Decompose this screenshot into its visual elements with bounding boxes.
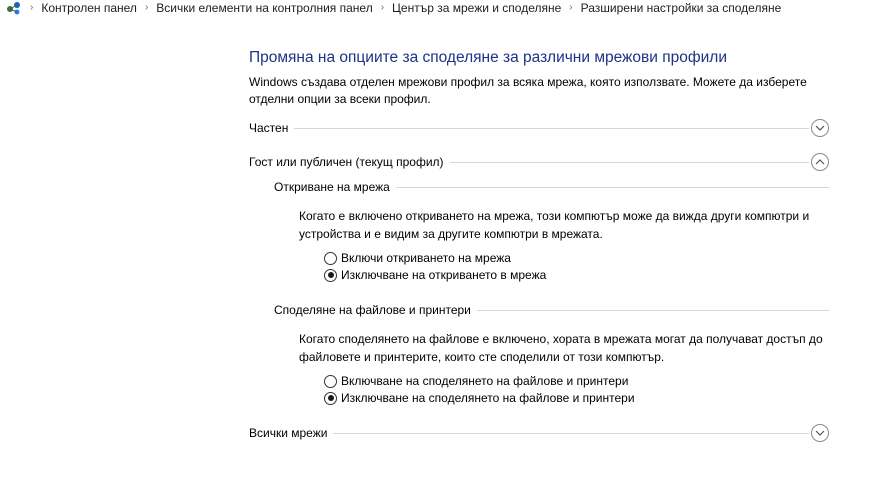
breadcrumb-item-all-items[interactable]: Всички елементи на контролния панел — [156, 0, 373, 15]
network-discovery-label: Откриване на мрежа — [274, 180, 390, 194]
profile-all-networks-label: Всички мрежи — [249, 426, 328, 440]
divider — [294, 128, 809, 129]
breadcrumb-separator-icon[interactable]: › — [380, 1, 385, 13]
radio-label: Включи откриването на мрежа — [341, 251, 511, 265]
radio-label: Включване на споделянето на файлове и принтери — [341, 374, 629, 388]
breadcrumb-item-control-panel[interactable]: Контролен панел — [41, 0, 137, 15]
radio-button-selected[interactable] — [324, 392, 337, 405]
radio-label: Изключване на споделянето на файлове и принтери — [341, 391, 635, 405]
chevron-down-icon[interactable] — [811, 424, 829, 442]
profile-private-header[interactable] — [249, 118, 829, 138]
page-intro: Windows създава отделен мрежови профил за всяка мрежа, която използвате. Можете да изберете отделни опции за всеки профил. — [249, 75, 807, 106]
radio-network-discovery-on[interactable] — [324, 251, 511, 265]
radio-button-selected[interactable] — [324, 269, 337, 282]
file-sharing-label: Споделяне на файлове и принтери — [274, 303, 471, 317]
chevron-up-icon[interactable] — [811, 153, 829, 171]
breadcrumb — [0, 0, 894, 15]
breadcrumb-separator-icon[interactable]: › — [144, 1, 149, 13]
breadcrumb-item-network-center[interactable]: Център за мрежи и споделяне — [392, 0, 562, 15]
radio-button[interactable] — [324, 375, 337, 388]
radio-label: Изключване на откриването в мрежа — [341, 268, 547, 282]
profile-private-label: Частен — [249, 121, 289, 135]
divider — [333, 433, 809, 434]
chevron-down-icon[interactable] — [811, 119, 829, 137]
breadcrumb-separator-icon[interactable]: › — [30, 1, 34, 13]
network-icon[interactable] — [6, 1, 22, 15]
divider — [396, 187, 829, 188]
network-discovery-header — [274, 178, 829, 196]
profile-guest-header[interactable] — [249, 152, 829, 172]
divider — [450, 162, 809, 163]
radio-file-sharing-on[interactable] — [324, 374, 628, 388]
breadcrumb-item-advanced-sharing[interactable]: Разширени настройки за споделяне — [580, 0, 782, 15]
profile-guest-label: Гост или публичен (текущ профил) — [249, 155, 444, 169]
radio-button[interactable] — [324, 252, 337, 265]
profile-all-networks-header[interactable] — [249, 423, 829, 443]
divider — [477, 310, 829, 311]
file-sharing-description: Когато споделянето на файлове е включено, хората в мрежата могат да получават достъп до файловете и принтерите, които сте споделили от този компютър. — [299, 332, 823, 364]
radio-file-sharing-off[interactable] — [324, 391, 635, 405]
breadcrumb-separator-icon[interactable]: › — [569, 1, 573, 13]
radio-network-discovery-off[interactable] — [324, 268, 546, 282]
network-discovery-description: Когато е включено откриването на мрежа, този компютър може да вижда други компютри и устройства и е видим за другите компютри в мрежата. — [299, 209, 810, 241]
file-sharing-header — [274, 301, 829, 319]
page-title: Промяна на опциите за споделяне за различни мрежови профили — [249, 49, 727, 66]
